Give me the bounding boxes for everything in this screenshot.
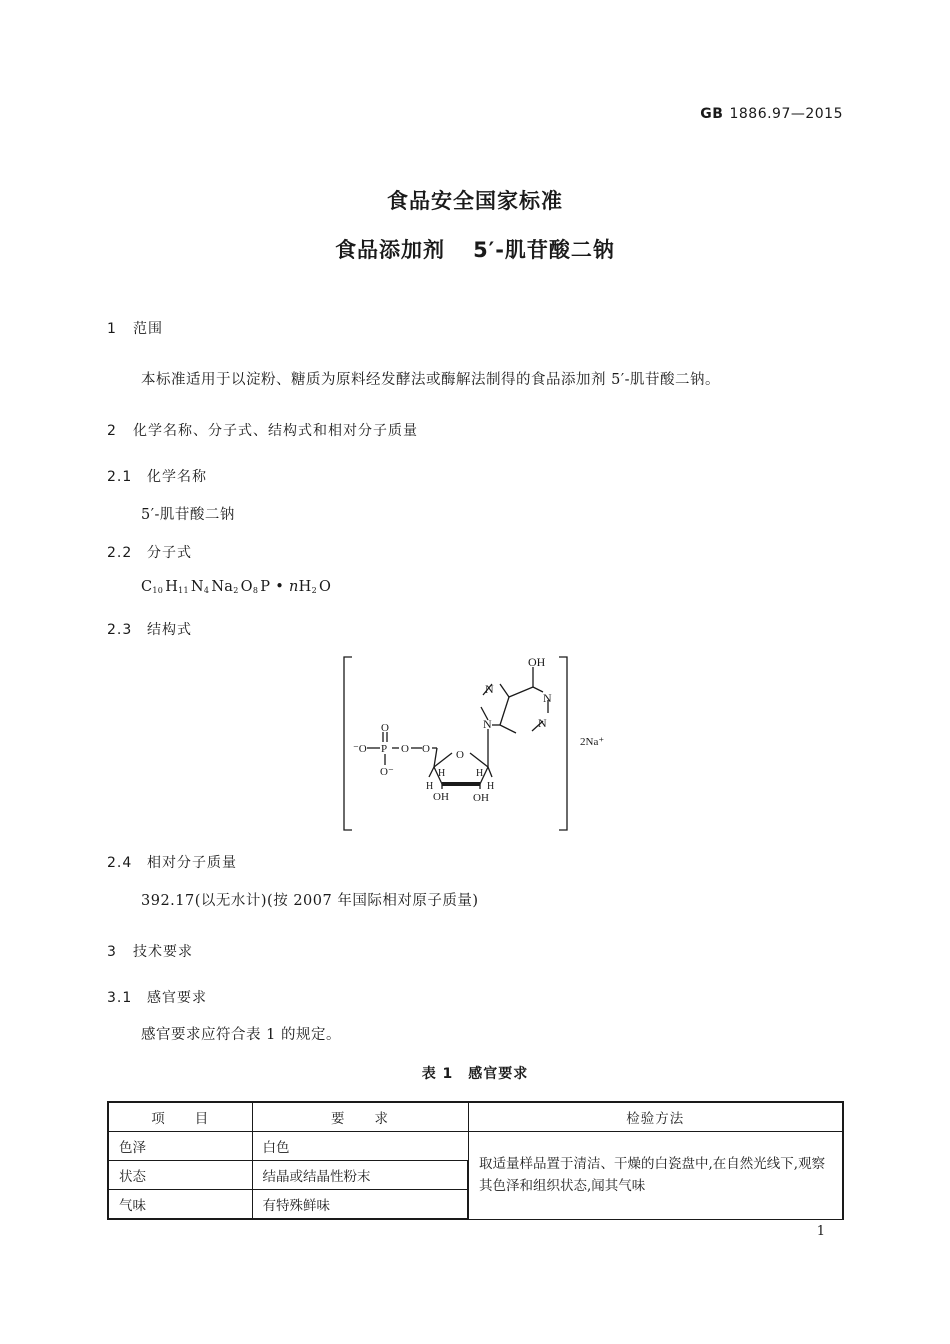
document-subtitle — [0, 234, 950, 264]
formula-count: 8 — [252, 586, 259, 595]
atom-label: N — [543, 691, 552, 705]
method-cell: 取适量样品置于清洁、干燥的白瓷盘中,在自然光线下,观察其色泽和组织状态,闻其气味 — [468, 1132, 843, 1220]
standard-number: 1886.97—2015 — [729, 106, 843, 122]
formula-element: H — [165, 579, 179, 595]
formula-element: C — [141, 579, 153, 595]
atom-label: O⁻ — [380, 766, 394, 778]
section-2-2-heading — [107, 542, 192, 562]
item-cell: 色泽 — [108, 1132, 252, 1161]
section-number: 2.4 — [107, 855, 133, 871]
counter-ion: 2Na⁺ — [580, 736, 605, 748]
section-number: 2.1 — [107, 469, 133, 485]
subtitle-part-2: 5′-肌苷酸二钠 — [473, 238, 615, 262]
section-title: 分子式 — [147, 545, 192, 561]
atom-label: N — [483, 717, 492, 731]
item-cell: 状态 — [108, 1161, 252, 1190]
atom-label: N — [485, 682, 494, 696]
atom-label: H — [476, 768, 484, 779]
formula-variable: n — [288, 579, 299, 595]
atom-label: P — [381, 743, 388, 755]
formula-element: O — [318, 579, 332, 595]
section-2-3-heading — [107, 619, 192, 639]
requirement-cell: 白色 — [252, 1132, 468, 1161]
atom-label: O — [401, 743, 409, 755]
section-number: 2 — [107, 423, 117, 439]
atom-label: H — [487, 781, 495, 792]
section-2-heading — [107, 420, 418, 440]
requirement-cell: 有特殊鲜味 — [252, 1190, 468, 1220]
section-3-1-heading — [107, 987, 207, 1007]
section-title: 化学名称、分子式、结构式和相对分子质量 — [133, 423, 418, 439]
molecular-mass: 392.17(以无水计)(按 2007 年国际相对原子质量) — [141, 893, 479, 909]
document-title: 食品安全国家标准 — [387, 189, 563, 213]
atom-label: O — [456, 749, 464, 761]
section-title: 化学名称 — [147, 469, 207, 485]
formula-element: O — [240, 579, 253, 595]
standard-prefix: GB — [700, 106, 724, 122]
section-1-text: 本标准适用于以淀粉、糖质为原料经发酵法或酶解法制得的食品添加剂 5′-肌苷酸二钠。 — [141, 372, 721, 388]
section-3-heading — [107, 941, 193, 961]
formula-count: 2 — [311, 586, 317, 595]
formula-dot: • — [275, 579, 285, 595]
column-header-requirement: 要 求 — [252, 1102, 468, 1132]
structure-bonds — [344, 657, 567, 830]
section-title: 技术要求 — [133, 944, 193, 960]
page-number: 1 — [816, 1224, 825, 1239]
column-header-method: 检验方法 — [468, 1102, 843, 1132]
section-2-4-heading — [107, 852, 237, 872]
structural-formula — [340, 655, 610, 835]
column-header-item: 项 目 — [108, 1102, 252, 1132]
atom-label: ⁻O — [353, 743, 367, 755]
section-title: 感官要求 — [147, 990, 207, 1006]
section-1-heading — [107, 318, 163, 338]
table-caption: 表 1 感官要求 — [421, 1066, 529, 1082]
requirement-cell: 结晶或结晶性粉末 — [252, 1161, 468, 1190]
section-number: 2.3 — [107, 622, 133, 638]
chemical-name: 5′-肌苷酸二钠 — [141, 507, 235, 523]
formula-count: 11 — [178, 586, 189, 595]
section-number: 3.1 — [107, 990, 133, 1006]
item-cell: 气味 — [108, 1190, 252, 1220]
atom-label: N — [538, 716, 547, 730]
standard-code — [700, 106, 843, 122]
sensory-requirements-table — [107, 1101, 844, 1220]
table-row — [108, 1132, 843, 1161]
formula-element: H — [298, 579, 312, 595]
subtitle-part-1: 食品添加剂 — [335, 238, 446, 262]
section-title: 范围 — [133, 321, 163, 337]
atom-label: H — [438, 768, 446, 779]
section-title: 相对分子质量 — [147, 855, 237, 871]
atom-label: O — [381, 722, 389, 734]
formula-element: N — [190, 579, 204, 595]
atom-label: OH — [433, 791, 449, 803]
formula-count: 4 — [203, 586, 210, 595]
formula-element: Na — [211, 579, 234, 595]
section-2-1-heading — [107, 466, 207, 486]
right-bracket — [559, 657, 567, 830]
atom-label: OH — [473, 792, 489, 804]
section-number: 2.2 — [107, 545, 133, 561]
formula-count: 2 — [233, 586, 239, 595]
section-number: 3 — [107, 944, 117, 960]
atom-label: H — [426, 781, 434, 792]
table-header-row — [108, 1102, 843, 1132]
section-3-1-text: 感官要求应符合表 1 的规定。 — [141, 1027, 341, 1043]
section-title: 结构式 — [147, 622, 192, 638]
left-bracket — [344, 657, 352, 830]
section-number: 1 — [107, 321, 117, 337]
formula-element: P — [260, 579, 271, 595]
molecular-formula — [141, 579, 331, 595]
atom-label: OH — [528, 655, 546, 669]
formula-count: 10 — [152, 586, 164, 595]
atom-label: O — [422, 743, 430, 755]
